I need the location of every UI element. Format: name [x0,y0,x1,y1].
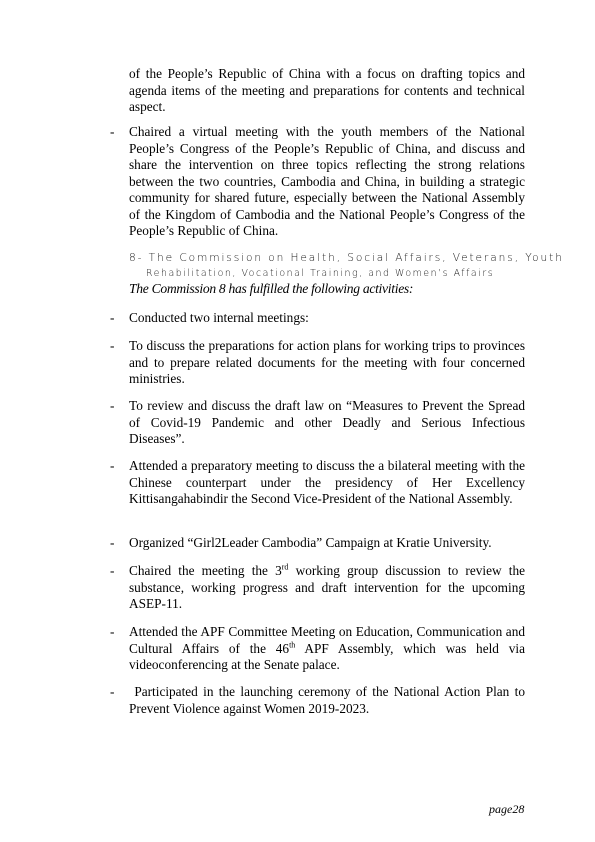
bullet: - [110,310,115,325]
list-item-text: Attended a preparatory meeting to discuss the a bilateral meeting with the Chinese counterpart under the presidency of Her Excellency Kittisangahabindir the Second Vice-President of the National Assembly. [129,458,525,506]
list-item-text: To discuss the preparations for action plans for working trips to provinces and to prepare related documents for the meeting with four concerned ministries. [129,338,525,386]
intro-paragraph: of the People’s Republic of China with a focus on drafting topics and agenda items of the meeting and preparations for contents and technical aspect. [129,66,525,114]
section-subtitle: The Commission 8 has fulfilled the following activities: [129,281,414,296]
page-number: page28 [489,802,525,816]
bullet: - [110,624,115,639]
section-heading [129,250,564,282]
list-item-text: Chaired a virtual meeting with the youth members of the National People’s Congress of the People’s Republic of China, and discuss and share the intervention on three topics reflecting the strong relations between the two countries, Cambodia and China, in building a strategic community for shared future, especially between the National Assembly of the Kingdom of Cambodia and the National People’s Congress of the People’s Republic of China. [129,124,525,238]
bullet: - [110,338,115,353]
bullet: - [110,398,115,413]
list-item-text: Participated in the launching ceremony of the National Action Plan to Prevent Violence against Women 2019-2023. [129,684,529,716]
section-title-line2: Rehabilitation, Vocational Training, and Women’s Affairs [146,268,495,279]
superscript: th [289,640,296,650]
section-title-line1: The Commission on Health, Social Affairs, Veterans, Youth [148,252,564,264]
bullet: - [110,684,115,699]
bullet: - [110,458,115,473]
list-item-text: Conducted two internal meetings: [129,310,309,325]
bullet: - [110,563,115,578]
superscript: rd [281,562,289,572]
list-item-text: Organized “Girl2Leader Cambodia” Campaign at Kratie University. [129,535,492,550]
section-number: 8- [129,252,144,264]
bullet: - [110,124,115,139]
list-item-text: Chaired the meeting the 3rd working group discussion to review the substance, working progress and draft intervention for the upcoming ASEP-11. [129,562,525,611]
list-item-text: To review and discuss the draft law on “Measures to Prevent the Spread of Covid-19 Pandemic and other Deadly and Serious Infectious Diseases”. [129,398,525,446]
list-item-text: Attended the APF Committee Meeting on Education, Communication and Cultural Affairs of the 46th APF Assembly, which was held via videoconferencing at the Senate palace. [129,624,525,672]
bullet: - [110,535,115,550]
